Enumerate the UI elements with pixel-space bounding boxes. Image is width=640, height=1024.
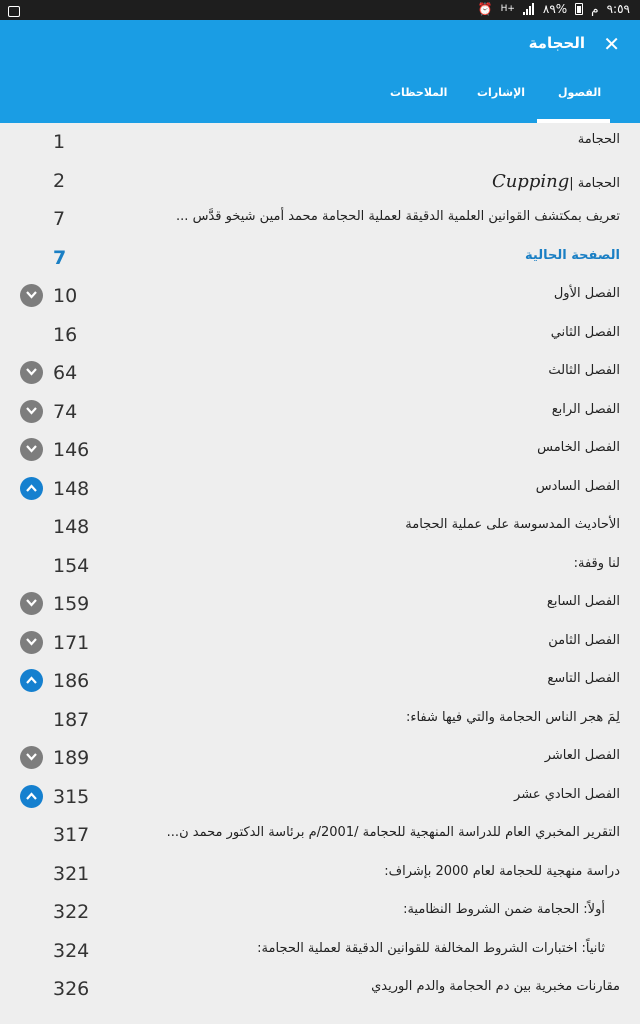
- toc-item-page: 159: [53, 593, 90, 615]
- chevron-up-icon: [25, 791, 38, 801]
- toc-item-page: 324: [53, 939, 90, 962]
- toc-item-label: [552, 402, 620, 417]
- toc-item-label: [578, 132, 620, 147]
- toc-item-text: دراسة منهجية للحجامة لعام 2000 بإشراف:: [384, 863, 620, 879]
- chevron-down-icon: [25, 752, 38, 762]
- toc-item-text: أولاً: الحجامة ضمن الشروط النظامية:: [403, 902, 605, 917]
- toc-item-page: 315: [53, 785, 90, 808]
- toc-item-page: 1: [53, 131, 66, 153]
- expand-button[interactable]: [20, 631, 43, 654]
- toc-item[interactable]: [0, 663, 640, 701]
- network-type-label: H+: [500, 4, 515, 14]
- toc-item-text: لِمَ هجر الناس الحجامة والتي فيها شفاء:: [405, 709, 620, 725]
- toc-item-page: 321: [53, 862, 90, 885]
- toc-item-page: 326: [53, 978, 90, 1000]
- toc-item-label: [403, 902, 605, 917]
- toc-item[interactable]: [0, 394, 640, 432]
- toc-item[interactable]: [0, 702, 640, 740]
- battery-icon: [575, 3, 583, 15]
- toc-item-text: الفصل الثالث: [548, 363, 620, 378]
- tab-notes[interactable]: الملاحظات: [390, 86, 448, 99]
- toc-item-text: الصفحة الحالية: [525, 247, 620, 263]
- toc-item-page: 322: [53, 901, 90, 923]
- expand-button[interactable]: [20, 284, 43, 307]
- toc-item[interactable]: [0, 971, 640, 1009]
- toc-item-label: [406, 710, 620, 725]
- toc-item-text: الفصل التاسع: [547, 671, 620, 686]
- toc-item-page: 10: [53, 285, 78, 307]
- toc-item[interactable]: [0, 548, 640, 586]
- toc-item[interactable]: [0, 278, 640, 316]
- toc-item-text: الفصل السادس: [535, 478, 620, 494]
- toc-item-text: الفصل الرابع: [551, 401, 620, 417]
- toc-item-page: 16: [53, 323, 78, 346]
- toc-item-page: 74: [53, 400, 78, 423]
- toc-item-text: الفصل الثاني: [550, 324, 620, 340]
- page-title: الحجامة: [528, 34, 585, 52]
- toc-item-page: 146: [53, 439, 90, 461]
- toc-item-text: الحجامة: [577, 132, 620, 147]
- collapse-button[interactable]: [20, 477, 43, 500]
- chevron-down-icon: [25, 367, 38, 377]
- alarm-icon: ⏰: [477, 2, 493, 16]
- close-button[interactable]: [603, 32, 620, 56]
- toc-item-page: 154: [53, 554, 90, 577]
- toc-item[interactable]: [0, 933, 640, 971]
- toc-item[interactable]: [0, 509, 640, 547]
- toc-item-text: مقارنات مخبرية بين دم الحجامة والدم الوريدي: [371, 979, 620, 994]
- toc-item-label: [514, 787, 620, 802]
- toc-item-text: الفصل الثامن: [548, 632, 620, 648]
- toc-item-label: [545, 748, 620, 763]
- toc-item[interactable]: [0, 779, 640, 817]
- toc-item[interactable]: [0, 163, 640, 201]
- chevron-up-icon: [25, 483, 38, 493]
- expand-button[interactable]: [20, 361, 43, 384]
- toc-item-label: [371, 979, 620, 994]
- toc-item-label: [525, 248, 620, 263]
- collapse-button[interactable]: [20, 669, 43, 692]
- toc-item-label: [492, 171, 620, 192]
- status-right: [478, 2, 630, 16]
- toc-item-latin-text: Cupping: [491, 170, 570, 192]
- toc-item-page: 317: [53, 824, 90, 846]
- status-time: ٩:٥٩: [606, 2, 630, 16]
- toc-item-text: لنا وقفة:: [573, 555, 620, 571]
- toc-item-label: [537, 440, 620, 455]
- toc-item-label: [384, 864, 620, 879]
- toc-item-page: 187: [53, 708, 90, 731]
- toc-item[interactable]: [0, 124, 640, 162]
- toc-item-page: 148: [53, 477, 90, 500]
- toc-item-page: 148: [53, 516, 90, 538]
- toc-item-page: 189: [53, 747, 90, 769]
- toc-item-text: الحجامة |: [569, 175, 620, 191]
- toc-item-page: 64: [53, 362, 78, 384]
- tab-bookmarks[interactable]: الإشارات: [477, 86, 526, 99]
- toc-item-page: 186: [53, 670, 90, 692]
- toc-item-page: 2: [53, 169, 66, 192]
- toc-item-page: 7: [53, 208, 66, 230]
- expand-button[interactable]: [20, 400, 43, 423]
- toc-item-text: الفصل الخامس: [537, 440, 620, 455]
- toc-item-label: [554, 286, 620, 301]
- toc-item-text: تعريف بمكتشف القوانين العلمية الدقيقة لعملية الحجامة محمد أمين شيخو قدَّس ...: [176, 209, 620, 224]
- toc-item-page: 7: [53, 246, 67, 269]
- toc-item-text: الفصل الأول: [553, 286, 620, 301]
- chevron-down-icon: [25, 637, 38, 647]
- toc-item-label: [574, 556, 620, 571]
- signal-icon: [523, 3, 535, 15]
- toc-item[interactable]: [0, 856, 640, 894]
- toc-item-label: [548, 363, 620, 378]
- toc-item-label: [551, 325, 620, 340]
- battery-percent: ٨٩%: [542, 2, 568, 16]
- toc-item-label: [547, 671, 620, 686]
- status-left: [8, 3, 20, 20]
- toc-item-text: الفصل السابع: [546, 594, 620, 609]
- status-bar: [0, 0, 640, 20]
- toc-item-text: الفصل العاشر: [544, 748, 620, 763]
- toc-item[interactable]: [0, 740, 640, 778]
- toc-item[interactable]: [0, 586, 640, 624]
- toc-item-text: التقرير المخبري العام للدراسة المنهجية للحجامة /2001/م برئاسة الدكتور محمد ن...: [166, 825, 620, 840]
- collapse-button[interactable]: [20, 785, 43, 808]
- app-bar: [0, 20, 640, 123]
- chevron-down-icon: [25, 598, 38, 608]
- expand-button[interactable]: [20, 746, 43, 769]
- toc-item[interactable]: [0, 625, 640, 663]
- chevron-down-icon: [25, 444, 38, 454]
- toc-current-page[interactable]: [0, 240, 640, 278]
- toc-item-page: 171: [53, 631, 90, 654]
- chevron-up-icon: [25, 675, 38, 685]
- toc-item[interactable]: [0, 471, 640, 509]
- toc-item[interactable]: [0, 355, 640, 393]
- toc-item-text: الأحاديث المدسوسة على عملية الحجامة: [405, 517, 620, 532]
- toc-item[interactable]: [0, 201, 640, 239]
- status-ampm: م: [591, 2, 599, 16]
- tab-chapters[interactable]: الفصول: [558, 86, 602, 99]
- toc-item-label: [167, 825, 620, 840]
- gallery-notification-icon: [8, 6, 20, 17]
- toc-item-text: ثانياً: اختبارات الشروط المخالفة للقوانين الدقيقة لعملية الحجامة:: [257, 940, 605, 956]
- toc-item-label: [536, 479, 620, 494]
- toc-item[interactable]: [0, 894, 640, 932]
- expand-button[interactable]: [20, 592, 43, 615]
- toc-item-label: [547, 594, 620, 609]
- chevron-down-icon: [25, 290, 38, 300]
- toc-item-label: [405, 517, 620, 532]
- active-tab-indicator: [537, 119, 610, 123]
- toc-item[interactable]: [0, 432, 640, 470]
- expand-button[interactable]: [20, 438, 43, 461]
- chevron-down-icon: [25, 406, 38, 416]
- toc-item[interactable]: [0, 317, 640, 355]
- toc-item-label: [257, 941, 605, 956]
- toc-item-label: [548, 633, 620, 648]
- close-icon: ✕: [603, 32, 620, 56]
- toc-item-label: [176, 209, 620, 224]
- toc-item[interactable]: [0, 817, 640, 855]
- toc-item-text: الفصل الحادي عشر: [514, 786, 620, 802]
